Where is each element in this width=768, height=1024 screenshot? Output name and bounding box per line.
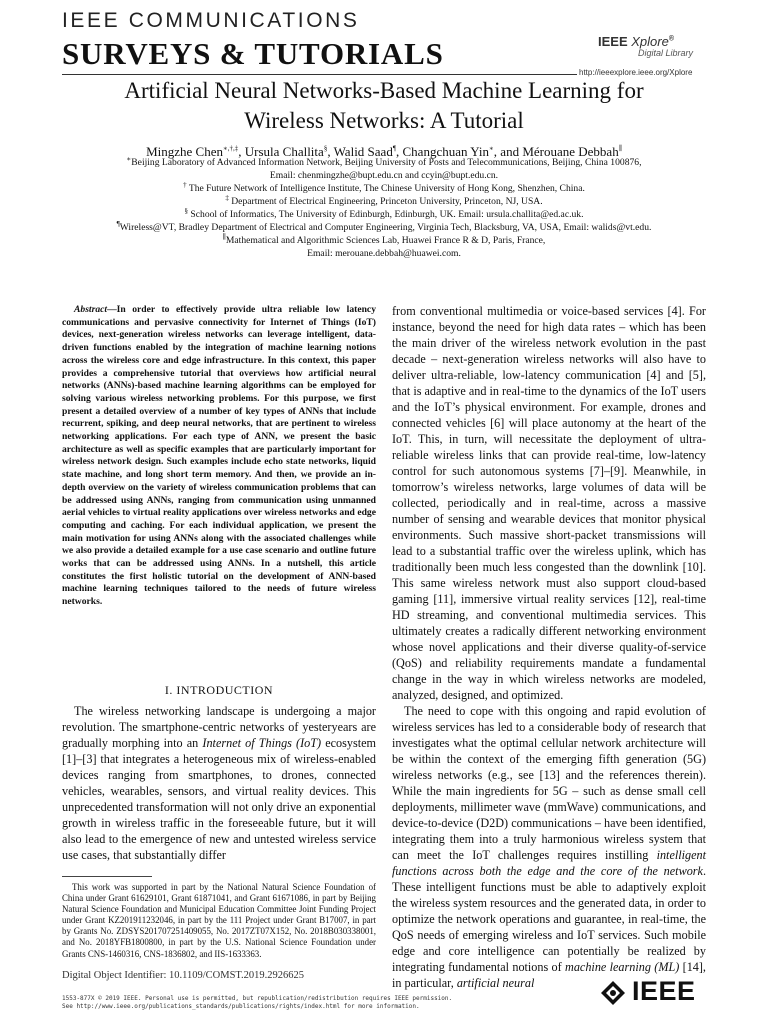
affiliation-text: Department of Electrical Engineering, Princeton University, Princeton, NJ, USA. [228, 196, 543, 207]
body-text: The need to cope with this ongoing and rapid evolution of wireless services has led to a considerable body of research that investigates what the optimal cellular network architecture will be within the context of the emerging fifth generation (5G) wireless networks (e.g., see [13] and the references therein). While the main ingredients for 5G – such as dense small cell deployments, millimeter wave (mmWave) communications, and device-to-device (D2D) communications – have been identified, integrating them into a truly harmonious wireless system that can meet the IoT challenges requires instilling [392, 704, 706, 862]
author-affil-mark: ∥ [618, 144, 622, 153]
body-emphasis: machine learning (ML) [565, 960, 680, 974]
abstract [62, 304, 376, 609]
body-text: [14], in particular, [392, 960, 706, 990]
footnote-rule [62, 876, 152, 877]
ieee-xplore-logo [598, 34, 708, 58]
copyright-line2: See http://www.ieee.org/publications_standards/publications/rights/index.html for more information. [62, 1003, 420, 1010]
affiliation-line [62, 154, 706, 169]
affiliation-line [62, 206, 706, 221]
journal-name-line2: SURVEYS & TUTORIALS [62, 36, 444, 71]
affiliation-text: The Future Network of Intelligence Institute, The Chinese University of Hong Kong, Shenzhen, China. [186, 183, 585, 194]
author-name: , and Mérouane Debbah [493, 144, 619, 159]
intro-emphasis: Internet of Things (IoT) [202, 736, 322, 750]
affiliation-line [62, 219, 706, 234]
intro-text: ecosystem [1]–[3] that integrates a heterogeneous mix of wireless-enabled devices ranging from smartphones, to drones, connected vehicles, wearables, sensors, and virtual reality devices. This unprecedented transformation will not only drive an exponential growth in wireless traffic in the foreseeable future, but it will also lead to the emergence of new and untested wireless service use cases, that substantially differ [62, 736, 376, 862]
paper-title-line1: Artificial Neural Networks-Based Machine Learning for [124, 78, 644, 103]
affiliation-text: Email: chenmingzhe@bupt.edu.cn and ccyin@bupt.edu.cn. [269, 170, 499, 181]
affiliation-line [62, 248, 706, 260]
ieee-logo [600, 978, 710, 1008]
body-paragraph [392, 703, 706, 991]
affiliation-line [62, 232, 706, 247]
xplore-url-link[interactable]: http://ieeexplore.ieee.org/Xplore [579, 68, 693, 77]
affiliation-line [62, 193, 706, 208]
affiliation-mark: † [183, 180, 187, 189]
abstract-text: —In order to effectively provide ultra reliable low latency communications and pervasive connectivity for Internet of Things (IoT) devices, next-generation wireless networks can leverage intelligent, data-driven functions enabled by the integration of machine learning notions across the wireless core and edge infrastructure. In this context, this paper provides a comprehensive tutorial that overviews how artificial neural networks (ANNs)-based machine learning algorithms can be employed for solving various wireless networking problems. For this purpose, we first present a detailed overview of a number of key types of ANNs that include recurrent, spiking, and deep neural networks, that are pertinent to wireless networking applications. For each type of ANN, we present the basic architecture as well as specific examples that are particularly important for wireless network design. Such examples include echo state networks, liquid state machine, and long short term memory. And then, we provide an in-depth overview on the variety of wireless communication problems that can be addressed using ANNs, ranging from communication using unmanned aerial vehicles to virtual reality applications over wireless networks and edge computing and caching. For each individual application, we present the main motivation for using ANNs along with the associated challenges while we also provide a detailed example for a use case scenario and outline future works that can be addressed using ANNs. In a nutshell, this article constitutes the first holistic tutorial on the development of ANN-based machine learning techniques tailored to the needs of future wireless networks. [62, 304, 376, 608]
affiliation-mark: ¶ [116, 219, 120, 228]
body-paragraph: from conventional multimedia or voice-based services [4]. For instance, beyond the need for high data rates – which has been the main driver of the wireless network evolution in the past decade – next-generation wireless networks will also have to deliver ultra-reliable, low-latency communication [4] and [5], that is adaptive and in real-time to the dynamics of the IoT users and the IoT’s physical environment. For example, drones and connected vehicles [6] will place autonomy at the heart of the IoT. This, in turn, will necessitate the deployment of ultra-reliable wireless links that can provide real-time, low-latency control for such autonomous systems [7]–[9]. Meanwhile, in tomorrow’s wireless networks, large volumes of data will be collected, periodically and in real-time, across a massive number of sensing and wearable devices that monitor physical environments. Such massive short-packet transmissions will lead to a substantial traffic over the wireless uplink, which has traditionally been much less congested than the downlink [10]. This same wireless network must also support cloud-based gaming [11], immersive virtual reality services [12], real-time HD streaming, and conventional multimedia services. This ultimately creates a radically different networking environment whose novel applications and their diverse quality-of-service (QoS) and reliability requirements mandate a fundamental change in the way in which wireless networks are modeled, analyzed, designed, and optimized. [392, 304, 706, 702]
affiliation-text: Mathematical and Algorithmic Sciences Lab, Huawei France R & D, Paris, France, [225, 235, 546, 246]
affiliation-line [62, 180, 706, 195]
author-name: Mingzhe Chen [146, 144, 223, 159]
affiliation-mark: § [184, 206, 189, 215]
xplore-product: Xplore [631, 34, 669, 49]
section-heading: I. INTRODUCTION [164, 683, 274, 697]
affiliation-text: Email: merouane.debbah@huawei.com. [307, 248, 461, 259]
author-affil-mark: ¶ [392, 144, 396, 153]
affiliation-line [62, 170, 706, 182]
ieee-diamond-icon [600, 980, 626, 1006]
author-name: , Changchuan Yin [396, 144, 490, 159]
affiliation-mark: ‡ [225, 193, 229, 202]
body-emphasis: artificial neural [456, 976, 535, 990]
right-column [392, 303, 706, 991]
affiliation-text: School of Informatics, The University of Edinburgh, Edinburgh, UK. Email: ursula.challita@ed.ac.uk. [188, 209, 584, 220]
author-affil-mark: ∗ [489, 144, 494, 153]
body-text: . These intelligent functions must be able to adaptively exploit the wireless system resources and the generated data, in order to optimize the network operations and guarantee, in real-time, the QoS needs of emerging wireless and IoT services. Such mobile edge and core intelligence can potentially be realized by integrating fundamental notions of [392, 864, 706, 974]
ieee-logo-text: IEEE [632, 976, 696, 1006]
author-affil-mark: § [323, 144, 328, 153]
header-rule [62, 74, 577, 75]
affiliation-text: Beijing Laboratory of Advanced Information Network, Beijing University of Posts and Telecommunications, Beijing, China 100876, [131, 157, 642, 168]
author-name: , Ursula Challita [238, 144, 324, 159]
author-affil-mark: ∗,†,‡ [222, 144, 239, 153]
journal-name-line1: IEEE COMMUNICATIONS [62, 9, 360, 32]
intro-text: The wireless networking landscape is undergoing a major revolution. The smartphone-centric networks of yesteryears are gradually morphing into an [62, 704, 376, 750]
affiliation-mark: ∗ [126, 154, 132, 163]
paper-title-line2: Wireless Networks: A Tutorial [244, 108, 524, 133]
doi-line: Digital Object Identifier: 10.1109/COMST.2019.2926625 [62, 970, 305, 981]
copyright-line1: 1553-877X © 2019 IEEE. Personal use is permitted, but republication/redistribution requires IEEE permission. [62, 995, 453, 1002]
author-name: , Walid Saad [327, 144, 393, 159]
body-emphasis: intelligent functions across both the edge and the core of the network [392, 848, 706, 878]
affiliation-mark: ∥ [222, 232, 226, 241]
funding-footnote: This work was supported in part by the National Natural Science Foundation of China under Grant 61629101, Grant 61871041, and Grant 61671086, in part by Beijing Natural Science Foundation and Municipal Education Committee Joint Funding Project under Grant KZ201911232046, in part by the 111 Project under Grant B17007, in part by Grants No. ZDSYS201707251409055, No. 2017ZT07X152, No. 2018B030338001, and No. 2018YFB1800800, in part by the U.S. National Science Foundation under Grants CNS-1460316, CNS-1836802, and IIS-1633363. [62, 882, 376, 959]
affiliation-text: Wireless@VT, Bradley Department of Electrical and Computer Engineering, Virginia Tech, Blacksburg, VA, USA, Email: walids@vt.edu. [119, 222, 652, 233]
intro-paragraph [62, 703, 376, 863]
xplore-subtitle: Digital Library [638, 48, 694, 58]
paper-title [62, 76, 706, 136]
abstract-label: Abstract [74, 304, 108, 315]
xplore-reg: ® [668, 35, 674, 43]
copyright-notice [62, 995, 542, 1011]
xplore-brand: IEEE [598, 34, 628, 49]
